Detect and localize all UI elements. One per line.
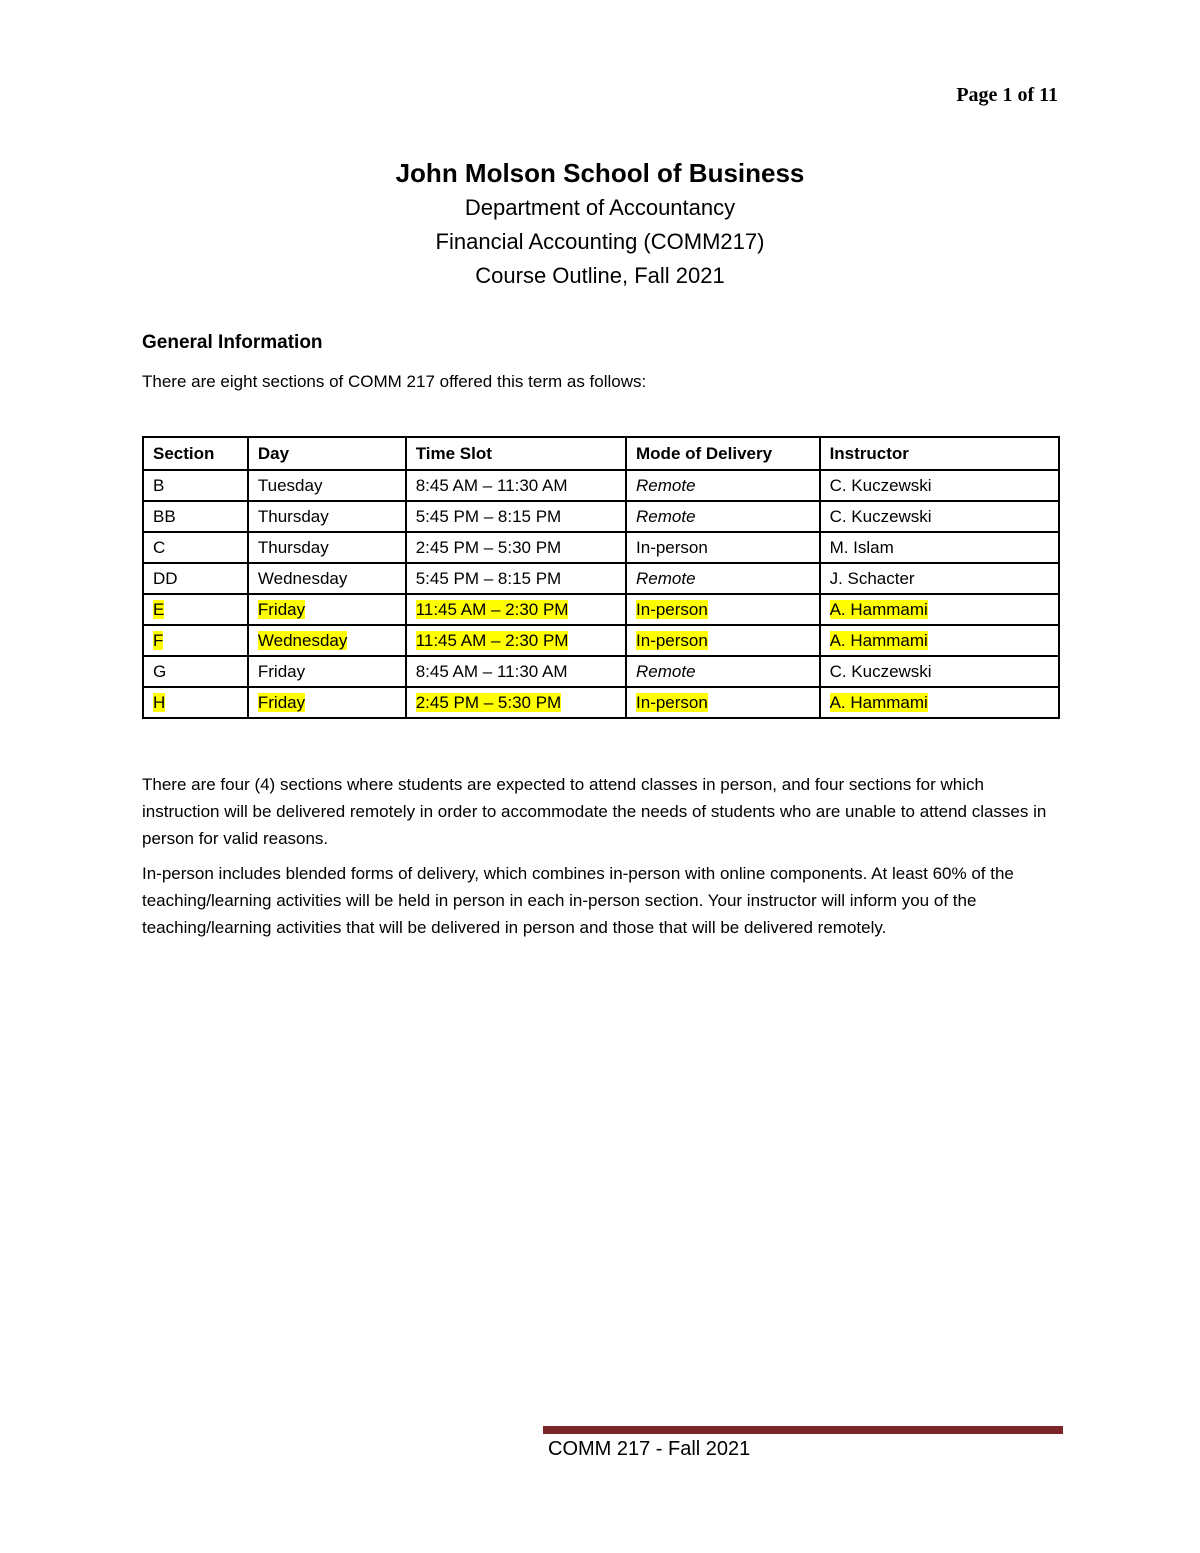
time-slot-cell: 8:45 AM – 11:30 AM: [406, 470, 626, 501]
section-cell: BB: [143, 501, 248, 532]
time-slot-cell: 8:45 AM – 11:30 AM: [406, 656, 626, 687]
table-row-highlighted: [143, 594, 1059, 625]
day-cell: Tuesday: [248, 470, 406, 501]
mode-cell: In-person: [626, 687, 820, 718]
header-mode-of-delivery: Mode of Delivery: [626, 437, 820, 470]
time-slot-cell: 5:45 PM – 8:15 PM: [406, 501, 626, 532]
day-cell: Wednesday: [248, 625, 406, 656]
header-section: Section: [143, 437, 248, 470]
table-row: [143, 656, 1059, 687]
time-slot-cell: 2:45 PM – 5:30 PM: [406, 532, 626, 563]
instructor-cell: A. Hammami: [820, 594, 1059, 625]
section-cell: DD: [143, 563, 248, 594]
section-cell: E: [143, 594, 248, 625]
time-slot-cell: 5:45 PM – 8:15 PM: [406, 563, 626, 594]
department-title: Department of Accountancy: [464, 195, 736, 220]
day-cell: Wednesday: [248, 563, 406, 594]
title-block: [0, 158, 1200, 297]
day-cell: Thursday: [248, 501, 406, 532]
body-text: [142, 771, 1062, 949]
instructor-cell: A. Hammami: [820, 625, 1059, 656]
table-row: [143, 563, 1059, 594]
school-title: John Molson School of Business: [395, 158, 805, 188]
footer-text: COMM 217 - Fall 2021: [548, 1438, 751, 1460]
course-title: Financial Accounting (COMM217): [435, 229, 765, 254]
mode-cell: Remote: [626, 563, 820, 594]
time-slot-cell: 11:45 AM – 2:30 PM: [406, 625, 626, 656]
mode-cell: In-person: [626, 625, 820, 656]
mode-cell: In-person: [626, 594, 820, 625]
header-instructor: Instructor: [820, 437, 1059, 470]
instructor-cell: C. Kuczewski: [820, 656, 1059, 687]
section-cell: F: [143, 625, 248, 656]
instructor-cell: A. Hammami: [820, 687, 1059, 718]
day-cell: Friday: [248, 594, 406, 625]
mode-cell: Remote: [626, 470, 820, 501]
time-slot-cell: 2:45 PM – 5:30 PM: [406, 687, 626, 718]
table-row: [143, 470, 1059, 501]
general-intro-text: There are eight sections of COMM 217 offered this term as follows:: [142, 372, 647, 391]
section-cell: H: [143, 687, 248, 718]
general-information-heading: General Information: [142, 332, 323, 353]
instructor-cell: J. Schacter: [820, 563, 1059, 594]
table-row: [143, 532, 1059, 563]
instructor-cell: C. Kuczewski: [820, 470, 1059, 501]
header-time-slot: Time Slot: [406, 437, 626, 470]
page-number: Page 1 of 11: [956, 84, 1058, 106]
time-slot-cell: 11:45 AM – 2:30 PM: [406, 594, 626, 625]
instructor-cell: C. Kuczewski: [820, 501, 1059, 532]
sections-table: [142, 436, 1060, 719]
footer-divider: [543, 1426, 1063, 1434]
section-cell: B: [143, 470, 248, 501]
table-row-highlighted: [143, 625, 1059, 656]
day-cell: Thursday: [248, 532, 406, 563]
table-row: [143, 501, 1059, 532]
day-cell: Friday: [248, 656, 406, 687]
paragraph-sections-info: There are four (4) sections where students are expected to attend classes in person, and four sections for which instruction will be delivered remotely in order to accommodate the needs of students who are unable to attend classes in person for valid reasons.: [142, 775, 1047, 848]
mode-cell: Remote: [626, 501, 820, 532]
paragraph-in-person-info: In-person includes blended forms of delivery, which combines in-person with online components. At least 60% of the teaching/learning activities will be held in person in each in-person section. Your instructor will inform you of the teaching/learning activities that will be delivered in person and those that will be delivered remotely.: [142, 864, 1014, 937]
instructor-cell: M. Islam: [820, 532, 1059, 563]
outline-title: Course Outline, Fall 2021: [475, 263, 725, 288]
header-day: Day: [248, 437, 406, 470]
table-header-row: [143, 437, 1059, 470]
day-cell: Friday: [248, 687, 406, 718]
mode-cell: Remote: [626, 656, 820, 687]
section-cell: G: [143, 656, 248, 687]
table-row-highlighted: [143, 687, 1059, 718]
mode-cell: In-person: [626, 532, 820, 563]
section-cell: C: [143, 532, 248, 563]
